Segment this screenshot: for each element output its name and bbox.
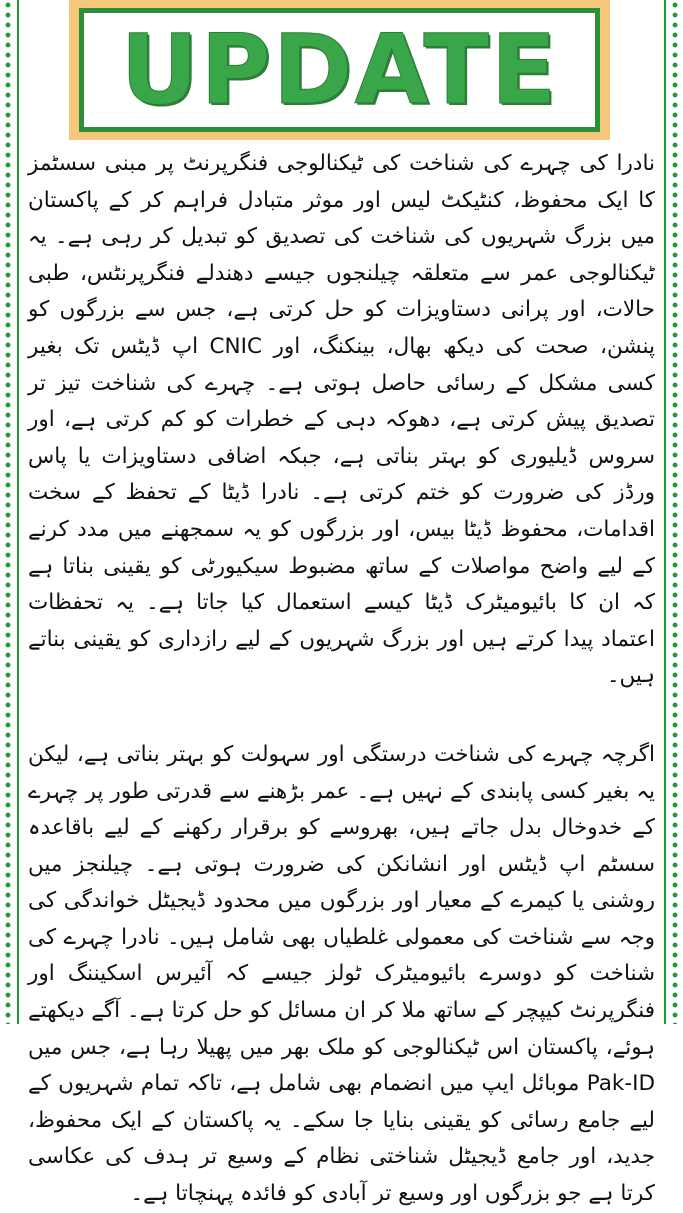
left-dotted-border	[2, 0, 14, 1024]
article-body	[28, 146, 655, 1213]
right-dotted-border	[669, 0, 681, 1024]
header-title: UPDATE	[120, 14, 559, 126]
header-stamp-box	[79, 8, 600, 132]
right-border-line	[664, 0, 666, 1024]
article-paragraph-1: نادرا کی چہرے کی شناخت کی ٹیکنالوجی فنگرپرنٹ پر مبنی سسٹمز کا ایک محفوظ، کنٹیکٹ لیس اور موثر متبادل فراہم کر کے پاکستان میں بزرگ شہریوں کی شناخت کی تصدیق کو تبدیل کر رہی ہے۔ یہ ٹیکنالوجی عمر سے متعلقہ چیلنجوں جیسے دھندلے فنگرپرنٹس، طبی حالات، اور پرانی دستاویزات کو حل کرتی ہے، جس سے بزرگوں کو پنشن، صحت کی دیکھ بھال، بینکنگ، اور CNIC اپ ڈیٹس تک بغیر کسی مشکل کے رسائی حاصل ہوتی ہے۔ چہرے کی شناخت تیز تر تصدیق پیش کرتی ہے، دھوکہ دہی کے خطرات کو کم کرتی ہے، اور سروس ڈیلیوری کو بہتر بناتی ہے، جبکہ اضافی دستاویزات یا پاس ورڈز کی ضرورت کو ختم کرتی ہے۔ نادرا ڈیٹا کے تحفظ کے سخت اقدامات، محفوظ ڈیٹا بیس، اور بزرگوں کو یہ سمجھنے میں مدد کرنے کے لیے واضح مواصلات کے ساتھ مضبوط سیکیورٹی کو یقینی بناتا ہے کہ ان کا بائیومیٹرک ڈیٹا کیسے استعمال کیا جاتا ہے۔ یہ تحفظات اعتماد پیدا کرتے ہیں اور بزرگ شہریوں کے لیے رازداری کو یقینی بناتے ہیں۔	[28, 151, 655, 689]
article-paragraph-2: اگرچہ چہرے کی شناخت درستگی اور سہولت کو بہتر بناتی ہے، لیکن یہ بغیر کسی پابندی کے نہیں ہے۔ عمر بڑھنے سے قدرتی طور پر چہرے کے خدوخال بدل جاتے ہیں، بھروسے کو برقرار رکھنے کے لیے باقاعدہ سسٹم اپ ڈیٹس اور انشانکن کی ضرورت ہوتی ہے۔ چیلنجز میں روشنی یا کیمرے کے معیار اور بزرگوں میں محدود ڈیجیٹل خواندگی کی وجہ سے شناخت کی معمولی غلطیاں بھی شامل ہیں۔ نادرا چہرے کی شناخت کو دوسرے بائیومیٹرک ٹولز جیسے کہ آئیرس اسکیننگ اور فنگرپرنٹ کیپچر کے ساتھ ملا کر ان مسائل کو حل کرتا ہے۔ آگے دیکھتے ہوئے، پاکستان اس ٹیکنالوجی کو ملک بھر میں پھیلا رہا ہے، جس میں Pak-ID موبائل ایپ میں انضمام بھی شامل ہے، تاکہ تمام شہریوں کے لیے جامع رسائی کو یقینی بنایا جا سکے۔ یہ پاکستان کے ایک محفوظ، جدید، اور جامع ڈیجیٹل شناختی نظام کے وسیع تر ہدف کی عکاسی کرتا ہے جو بزرگوں اور وسیع تر آبادی کو فائدہ پہنچاتا ہے۔	[28, 741, 655, 1207]
header-banner	[69, 0, 610, 140]
left-border-line	[17, 0, 19, 1024]
